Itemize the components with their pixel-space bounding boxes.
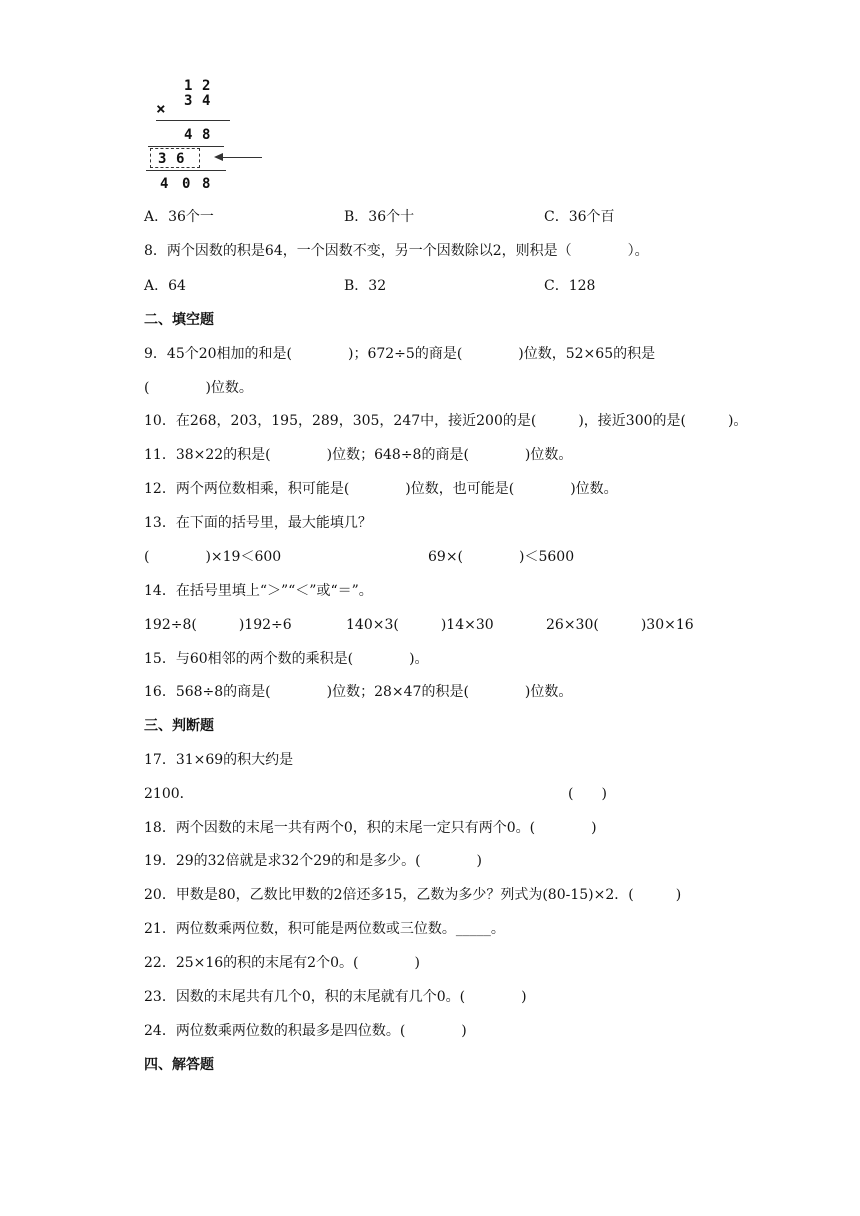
section-heading-word-problems: 四、解答题	[144, 1057, 214, 1073]
multiplication-figure	[146, 74, 270, 192]
arrow-shaft	[222, 157, 262, 158]
q14-item-2: 140×3( )14×30	[346, 617, 494, 633]
question-16: 16．568÷8的商是( )位数；28×47的积是( )位数。	[144, 684, 573, 700]
question-17-cont: 2100．	[144, 786, 194, 802]
question-18: 18．两个因数的末尾一共有两个0，积的末尾一定只有两个0。( )	[144, 820, 597, 836]
question-20: 20．甲数是80，乙数比甲数的2倍还多15，乙数为多少？列式为(80-15)×2．( )	[144, 887, 682, 903]
calc-digit: 0	[182, 176, 191, 192]
question-19: 19．29的32倍就是求32个29的和是多少。( )	[144, 853, 482, 869]
calc-rule	[148, 146, 224, 147]
q13-right: 69×( )＜5600	[428, 549, 575, 565]
question-10: 10．在268，203，195，289，305，247中，接近200的是( )，接近300的是( )。	[144, 413, 748, 429]
q8-option-b: B．32	[344, 278, 387, 294]
calc-digit: 3	[158, 151, 167, 167]
calc-digit: 8	[202, 127, 211, 143]
calc-digit: 2	[202, 78, 211, 94]
question-12: 12．两个两位数相乘，积可能是( )位数，也可能是( )位数。	[144, 481, 618, 497]
q14-item-3: 26×30( )30×16	[546, 617, 694, 633]
q7-option-b: B．36个十	[344, 209, 415, 225]
times-sign: ×	[156, 99, 166, 118]
q14-item-1: 192÷8( )192÷6	[144, 617, 292, 633]
section-heading-true-false: 三、判断题	[144, 718, 214, 734]
question-24: 24．两位数乘两位数的积最多是四位数。( )	[144, 1023, 467, 1039]
question-22: 22．25×16的积的末尾有2个0。( )	[144, 955, 420, 971]
q8-option-a: A．64	[144, 278, 186, 294]
question-14: 14．在括号里填上“＞”“＜”或“＝”。	[144, 583, 373, 599]
question-15: 15．与60相邻的两个数的乘积是( )。	[144, 651, 429, 667]
calc-digit: 6	[176, 151, 185, 167]
calc-digit: 4	[202, 93, 211, 109]
question-9-cont: ( )位数。	[144, 380, 253, 396]
q17-answer-paren: ( )	[568, 786, 607, 802]
q8-option-c: C．128	[544, 278, 596, 294]
calc-digit: 3	[184, 93, 193, 109]
calc-digit: 8	[202, 176, 211, 192]
question-13: 13．在下面的括号里，最大能填几？	[144, 515, 372, 531]
question-9: 9．45个20相加的和是( )；672÷5的商是( )位数，52×65的积是	[144, 346, 656, 362]
calc-digit: 4	[184, 127, 193, 143]
question-11: 11．38×22的积是( )位数；648÷8的商是( )位数。	[144, 447, 573, 463]
q7-option-a: A．36个一	[144, 209, 214, 225]
question-17: 17．31×69的积大约是	[144, 752, 294, 768]
calc-digit: 4	[160, 176, 169, 192]
q13-left: ( )×19＜600	[144, 549, 282, 565]
question-23: 23．因数的末尾共有几个0，积的末尾就有几个0。( )	[144, 989, 527, 1005]
section-heading-fill-in: 二、填空题	[144, 312, 214, 328]
calc-rule	[156, 120, 230, 121]
calc-rule	[146, 170, 226, 171]
question-21: 21．两位数乘两位数，积可能是两位数或三位数。_____。	[144, 921, 505, 937]
question-8: 8．两个因数的积是64，一个因数不变，另一个因数除以2，则积是（ ）。	[144, 243, 649, 259]
calc-digit: 1	[184, 78, 193, 94]
q7-option-c: C．36个百	[544, 209, 615, 225]
